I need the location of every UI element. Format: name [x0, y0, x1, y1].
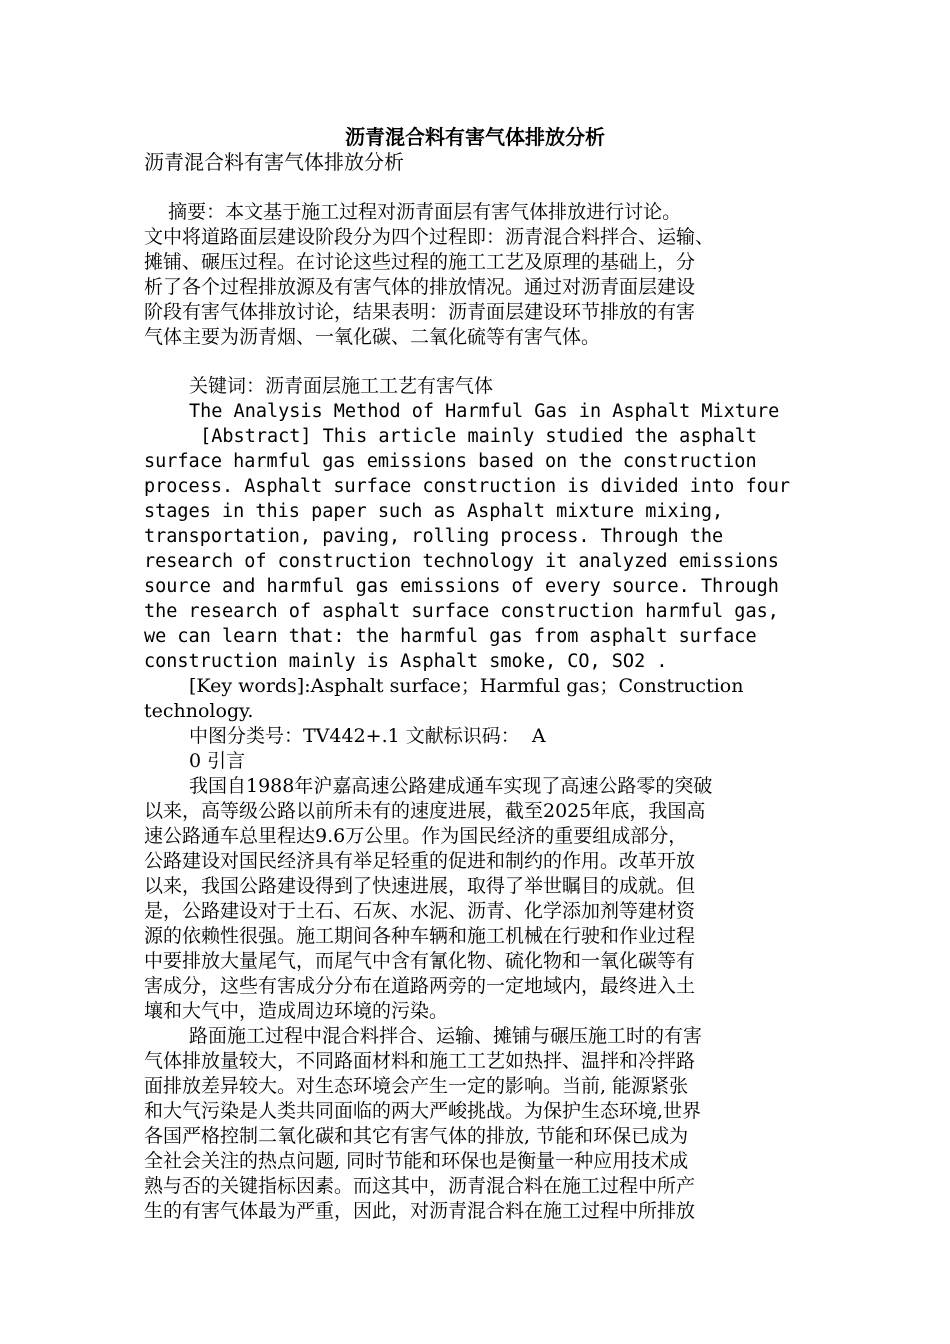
abstract-en-line: stages in this paper such as Asphalt mixture mixing,	[144, 501, 724, 522]
paragraph-line: 和大气污染是人类共同面临的两大严峻挑战。为保护生态环境,世界	[144, 1100, 702, 1122]
abstract-en-line: transportation, paving, rolling process. Through the	[144, 526, 724, 547]
abstract-en-line: research of construction technology it analyzed emissions	[144, 551, 779, 572]
paragraph-line: 害成分，这些有害成分分布在道路两旁的一定地域内，最终进入土	[144, 975, 696, 997]
abstract-en-line: source and harmful gas emissions of every source. Through	[144, 576, 779, 597]
abstract-cn-line: 摘要：本文基于施工过程对沥青面层有害气体排放进行讨论。	[144, 201, 682, 223]
paragraph-line: 壤和大气中，造成周边环境的污染。	[144, 1000, 449, 1022]
section-heading: 0 引言	[189, 750, 246, 772]
paragraph-line: 以来，高等级公路以前所未有的速度进展，截至2025年底，我国高	[144, 800, 706, 822]
paragraph-line: 熟与否的关键指标因素。而这其中，沥青混合料在施工过程中所产	[144, 1175, 696, 1197]
paragraph-line: 各国严格控制二氧化碳和其它有害气体的排放, 节能和环保已成为	[144, 1125, 689, 1147]
paragraph-line: 是，公路建设对于土石、石灰、水泥、沥青、化学添加剂等建材资	[144, 900, 696, 922]
abstract-cn-line: 析了各个过程排放源及有害气体的排放情况。通过对沥青面层建设	[144, 276, 696, 298]
abstract-en-line: process. Asphalt surface construction is divided into four	[144, 476, 791, 497]
paragraph-line: 面排放差异较大。对生态环境会产生一定的影响。当前, 能源紧张	[144, 1075, 689, 1097]
abstract-cn-line: 气体主要为沥青烟、一氧化碳、二氧化硫等有害气体。	[144, 326, 601, 348]
paragraph-line: 中要排放大量尾气，而尾气中含有氰化物、硫化物和一氧化碳等有	[144, 950, 696, 972]
abstract-cn-line: 文中将道路面层建设阶段分为四个过程即：沥青混合料拌合、运输、	[144, 226, 715, 248]
keywords-en-line: [Key words]:Asphalt surface；Harmful gas；Construction	[189, 675, 744, 697]
keywords-cn: 关键词：沥青面层施工工艺有害气体	[189, 375, 494, 397]
document-title: 沥青混合料有害气体排放分析	[345, 125, 605, 149]
keywords-en-line: technology.	[144, 700, 254, 722]
abstract-en-line: construction mainly is Asphalt smoke, CO, SO2 .	[144, 651, 668, 672]
paragraph-line: 全社会关注的热点问题, 同时节能和环保也是衡量一种应用技术成	[144, 1150, 689, 1172]
abstract-en-line: surface harmful gas emissions based on the construction	[144, 451, 757, 472]
classification-line: 中图分类号：TV442+.1 文献标识码： A	[189, 725, 546, 747]
abstract-en-line: we can learn that: the harmful gas from asphalt surface	[144, 626, 757, 647]
english-title: The Analysis Method of Harmful Gas in Asphalt Mixture	[189, 401, 780, 422]
paragraph-line: 速公路通车总里程达9.6万公里。作为国民经济的重要组成部分，	[144, 825, 688, 847]
paragraph-line: 源的依赖性很强。施工期间各种车辆和施工机械在行驶和作业过程	[144, 925, 696, 947]
paragraph-line: 气体排放量较大，不同路面材料和施工工艺如热拌、温拌和冷拌路	[144, 1050, 696, 1072]
abstract-en-line: [Abstract] This article mainly studied the asphalt	[189, 426, 758, 447]
abstract-cn-line: 阶段有害气体排放讨论，结果表明：沥青面层建设环节排放的有害	[144, 301, 696, 323]
paragraph-line: 我国自1988年沪嘉高速公路建成通车实现了高速公路零的突破	[189, 775, 713, 797]
abstract-cn-line: 摊铺、碾压过程。在讨论这些过程的施工工艺及原理的基础上，分	[144, 251, 696, 273]
document-subtitle: 沥青混合料有害气体排放分析	[144, 150, 404, 174]
abstract-en-line: the research of asphalt surface construction harmful gas,	[144, 601, 779, 622]
paragraph-line: 以来，我国公路建设得到了快速进展，取得了举世瞩目的成就。但	[144, 875, 696, 897]
paragraph-line: 生的有害气体最为严重，因此，对沥青混合料在施工过程中所排放	[144, 1200, 696, 1222]
paragraph-line: 路面施工过程中混合料拌合、运输、摊铺与碾压施工时的有害	[189, 1025, 703, 1047]
paragraph-line: 公路建设对国民经济具有举足轻重的促进和制约的作用。改革开放	[144, 850, 696, 872]
